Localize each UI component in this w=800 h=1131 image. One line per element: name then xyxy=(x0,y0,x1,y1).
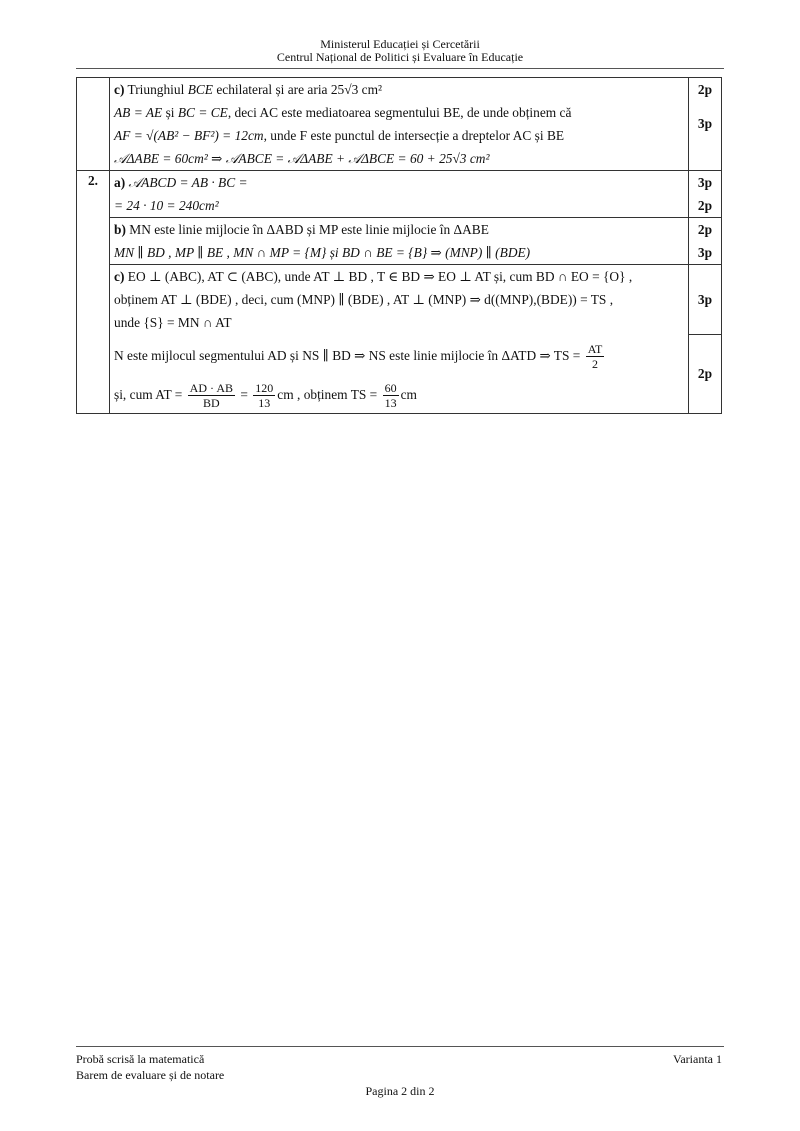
subitem-label: c) xyxy=(114,269,125,284)
fraction-numerator: 120 xyxy=(255,381,274,396)
fraction-denominator: 13 xyxy=(258,396,271,411)
points-cell xyxy=(689,78,722,171)
text: și, cum AT = xyxy=(114,387,183,402)
subitem-label: b) xyxy=(114,222,126,237)
subitem-label: c) xyxy=(114,82,125,97)
header-divider xyxy=(76,68,724,69)
footer-left xyxy=(76,1051,224,1083)
text: EO ⊥ (ABC), AT ⊂ (ABC), unde AT ⊥ BD , T ∈ BD ⇒ EO ⊥ AT și, cum BD ∩ EO = {O} , xyxy=(127,269,633,284)
text: obținem AT ⊥ (BDE) , deci, cum (MNP) ∥ (BDE) , AT ⊥ (MNP) ⇒ d((MNP),(BDE)) = TS , xyxy=(114,292,614,307)
text: unde {S} = MN ∩ AT xyxy=(114,315,232,330)
item-2b-line-1 xyxy=(114,218,684,241)
item-1c-line-2 xyxy=(114,101,684,124)
math-expression: 25√3 cm² xyxy=(330,82,383,97)
item-number: 2. xyxy=(77,171,110,414)
item-1c-line-4 xyxy=(114,147,684,170)
fraction-denominator: 13 xyxy=(384,396,397,411)
text: și xyxy=(165,105,175,120)
fraction-denominator: 2 xyxy=(592,357,599,372)
points-value: 3p xyxy=(697,116,713,131)
item-1c-line-3 xyxy=(114,124,684,147)
points-value: 3p xyxy=(697,292,713,307)
subitem-label: a) xyxy=(114,175,126,190)
table-row xyxy=(77,171,722,218)
item-2a-line-2 xyxy=(114,194,684,217)
item-2b-line-2 xyxy=(114,241,684,264)
text: , deci AC este mediatoarea segmentului BE, de unde obținem că xyxy=(227,105,572,120)
math-expression: 𝒜ABCD = AB · BC = xyxy=(128,175,248,190)
points-value: 2p xyxy=(697,198,713,213)
item-2c-line-5 xyxy=(114,378,684,412)
math-expression: BC = CE xyxy=(177,105,228,120)
item-2b-content xyxy=(110,218,689,265)
math-expression: = 24 · 10 = 240cm² xyxy=(114,198,219,213)
fraction xyxy=(383,381,399,410)
table-row xyxy=(77,218,722,265)
points-cell xyxy=(689,171,722,218)
math-expression: 𝒜ΔABE = 60cm² ⇒ 𝒜ABCE = 𝒜ΔABE + 𝒜ΔBCE = 60 + 25√3 cm² xyxy=(114,151,490,166)
item-2c-line-4 xyxy=(114,334,684,378)
points-value: 3p xyxy=(697,175,713,190)
item-2c-line-1 xyxy=(114,265,684,288)
fraction-denominator: BD xyxy=(203,396,220,411)
page-number: Pagina 2 din 2 xyxy=(365,1084,435,1098)
table-row xyxy=(77,78,722,171)
text: echilateral și are aria xyxy=(216,82,328,97)
page-header xyxy=(0,38,800,64)
item-2c-line-3 xyxy=(114,311,684,334)
math-expression: MN ∥ BD , MP ∥ BE , MN ∩ MP = {M} și BD ∩ BE = {B} ⇒ (MNP) ∥ (BDE) xyxy=(114,245,531,260)
item-2c-line-2 xyxy=(114,288,684,311)
fraction xyxy=(188,381,235,410)
math-expression: AB = AE xyxy=(114,105,163,120)
text: Triunghiul xyxy=(127,82,185,97)
points-cell xyxy=(689,218,722,265)
text: cm xyxy=(400,387,417,402)
math-expression: AF = √(AB² − BF²) = 12cm xyxy=(114,128,264,143)
fraction-numerator: AT xyxy=(587,342,603,357)
item-1c-content xyxy=(110,78,689,171)
footer-divider xyxy=(76,1046,724,1047)
ministry-name: Ministerul Educației și Cercetării xyxy=(320,37,480,51)
points-value: 2p xyxy=(697,222,713,237)
text: = xyxy=(240,387,248,402)
text: MN este linie mijlocie în ΔABD și MP este linie mijlocie în ΔABE xyxy=(129,222,489,237)
item-2a-content xyxy=(110,171,689,218)
grading-table xyxy=(76,77,722,414)
points-cell xyxy=(689,265,722,414)
fraction xyxy=(586,342,605,371)
variant-label: Varianta 1 xyxy=(673,1052,722,1066)
fraction-numerator: 60 xyxy=(384,381,397,396)
fraction xyxy=(253,381,275,410)
points-value: 2p xyxy=(689,334,721,413)
item-2a-line-1 xyxy=(114,171,684,194)
points-value: 2p xyxy=(697,82,713,97)
item-1c-line-1 xyxy=(114,78,684,101)
math-var: BCE xyxy=(187,82,213,97)
text: cm , obținem TS = xyxy=(277,387,378,402)
text: , unde F este punctul de intersecție a dreptelor AC și BE xyxy=(263,128,565,143)
item-number-cell xyxy=(77,78,110,171)
table-row xyxy=(77,265,722,414)
fraction-numerator: AD · AB xyxy=(189,381,234,396)
center-name: Centrul Național de Politici și Evaluare în Educație xyxy=(276,50,524,64)
exam-name: Probă scrisă la matematică xyxy=(76,1052,205,1066)
points-value: 3p xyxy=(697,245,713,260)
item-2c-content xyxy=(110,265,689,414)
document-type: Barem de evaluare și de notare xyxy=(76,1068,225,1082)
text: N este mijlocul segmentului AD și NS ∥ BD ⇒ NS este linie mijlocie în ΔATD ⇒ TS = xyxy=(114,348,581,363)
